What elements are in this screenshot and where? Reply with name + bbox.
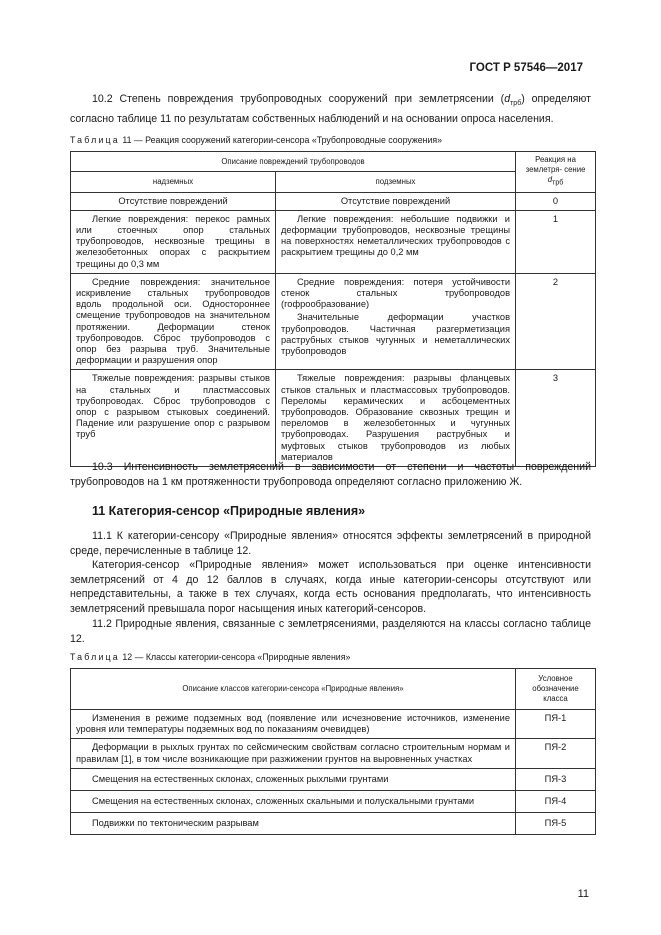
cell-reaction: 1 <box>516 210 596 273</box>
cell-text: Изменения в режиме подземных вод (появление или исчезновение источников, изменение уровня или температуры подземных вод по показаниям очевидцев) <box>76 713 510 735</box>
cell-text: Средние повреждения: значительное искривление стальных трубопроводов вдоль продольной оси. Одностороннее смещение трубопроводов на значительном протяжении. Деформации стенок трубопроводов. Сброс трубопроводов с опор без разрыва труб. Значительные деформации и разрушения опор <box>76 276 270 366</box>
paragraph-10-3: 10.3 Интенсивность землетрясений в зависимости от степени и частоты повреждений трубопроводов на 1 км протяженности трубопровода определяют согласно приложению Ж. <box>70 461 591 488</box>
cell-aboveground <box>71 210 276 273</box>
cell-underground <box>276 370 516 467</box>
symbol-subscript: трб <box>552 179 564 187</box>
cell-code: ПЯ-3 <box>516 768 596 790</box>
cell-underground <box>276 273 516 370</box>
cell-text: Подвижки по тектоническим разрывам <box>92 818 259 829</box>
section-11-title: 11 Категория-сенсор «Природные явления» <box>92 504 366 518</box>
paragraph-10-2 <box>70 92 591 126</box>
cell-code: ПЯ-2 <box>516 739 596 768</box>
caption-label: Таблица <box>70 652 120 662</box>
document-id: ГОСТ Р 57546—2017 <box>469 62 583 74</box>
cell-description <box>71 768 516 790</box>
page-number: 11 <box>577 888 589 900</box>
cell-text: Тяжелые повреждения: разрывы стыков на стальных и пластмассовых трубопроводах. Сброс трубопроводов с опор с разрывом стыковых соединений. Падение или разрушение опор с разрывом труб <box>76 373 270 440</box>
header-reaction-text: Реакция на землетря- сение <box>525 155 586 174</box>
cell-code: ПЯ-1 <box>516 710 596 739</box>
cell-description <box>71 739 516 768</box>
cell-description <box>71 813 516 835</box>
cell-reaction: 3 <box>516 370 596 467</box>
table-row <box>71 273 596 370</box>
cell-aboveground <box>71 370 276 467</box>
table-row <box>71 791 596 813</box>
header-reaction <box>516 152 596 193</box>
caption-text: 11 — Реакция сооружений категории-сенсора «Трубопроводные сооружения» <box>122 135 443 145</box>
table-row <box>71 710 596 739</box>
symbol-subscript: трб <box>510 100 522 108</box>
cell-reaction: 2 <box>516 273 596 370</box>
table-12 <box>70 668 596 835</box>
table-12-caption <box>70 651 350 663</box>
caption-text: 12 — Классы категории-сенсора «Природные явления» <box>122 652 351 662</box>
cell-text: Легкие повреждения: перекос рамных или стоечных опор стальных трубопроводов, несквозные трещины в железобетонных опорах с раскрытием трещины до 0,3 мм <box>76 213 270 269</box>
symbol: d <box>547 175 553 184</box>
cell-underground <box>276 210 516 273</box>
cell-text: Значительные деформации участков трубопроводов. Частичная разгерметизация раструбных стыков чугунных и неметаллических трубопроводов <box>281 312 511 356</box>
header-damage-description: Описание повреждений трубопроводов <box>71 152 516 172</box>
cell-description <box>71 710 516 739</box>
symbol: d <box>504 93 511 105</box>
paragraph-text: ) определяют согласно таблице 11 по результатам собственных наблюдений и на основании опроса населения. <box>70 93 591 125</box>
cell-text: Средние повреждения: потеря устойчивости стенок стальных трубопроводов (гофрообразование) <box>281 276 511 310</box>
header-class-code: Условное обозначение класса <box>516 669 596 710</box>
cell-aboveground: Отсутствие повреждений <box>71 192 276 210</box>
header-aboveground: надземных <box>71 172 276 192</box>
paragraph-text: 10.2 Степень повреждения трубопроводных сооружений при землетрясении ( <box>92 93 505 105</box>
header-class-description: Описание классов категории-сенсора «Природные явления» <box>71 669 516 710</box>
cell-aboveground <box>71 273 276 370</box>
table-row <box>71 192 596 210</box>
table-row <box>71 768 596 790</box>
cell-text: Тяжелые повреждения: разрывы фланцевых стыков стальных и пластмассовых трубопроводов. Переломы керамических и асбоцементных трубопроводов. Образование сквозных трещин и переломов в железобетонных и чугунных трубопроводах. Разрушения раструбных и муфтовых стыков трубопроводов из любых материалов <box>281 373 511 462</box>
paragraph-11-1: 11.1 К категории-сенсору «Природные явления» относятся эффекты землетрясений в природной среде, перечисленные в таблице 12. <box>70 530 591 557</box>
cell-underground: Отсутствие повреждений <box>276 192 516 210</box>
table-row <box>71 370 596 467</box>
table-row <box>71 210 596 273</box>
caption-label: Таблица <box>70 135 120 145</box>
cell-text: Деформации в рыхлых грунтах по сейсмическим свойствам согласно строительным нормам и правилам [1], в том числе возникающие при разжижении грунтов на выровненных участках <box>76 742 510 764</box>
cell-text: Смещения на естественных склонах, сложенных рыхлыми грунтами <box>92 773 389 784</box>
cell-code: ПЯ-5 <box>516 813 596 835</box>
paragraph-11-2: 11.2 Природные явления, связанные с землетрясениями, разделяются на классы согласно таблице 12. <box>70 618 591 645</box>
cell-reaction: 0 <box>516 192 596 210</box>
table-row <box>71 813 596 835</box>
cell-description <box>71 791 516 813</box>
paragraph-11-1-continued: Категория-сенсор «Природные явления» может использоваться при оценке интенсивности землетрясений от 4 до 12 баллов в случаях, когда иные категории-сенсоры отсутствуют или непредставительны, а также в тех случаях, когда есть основания предполагать, что интенсивность землетрясений превышала порог насыщения иных категорий-сенсоров. <box>70 559 591 615</box>
cell-text: Легкие повреждения: небольшие подвижки и деформации трубопроводов, несквозные трещины на поверхностях неметаллических трубопроводов с раскрытием трещины до 0,2 мм <box>281 213 511 258</box>
header-underground: подземных <box>276 172 516 192</box>
cell-text: Смещения на естественных склонах, сложенных скальными и полускальными грунтами <box>92 796 475 807</box>
table-row <box>71 739 596 768</box>
table-11-caption <box>70 134 442 146</box>
table-11 <box>70 151 596 467</box>
cell-code: ПЯ-4 <box>516 791 596 813</box>
